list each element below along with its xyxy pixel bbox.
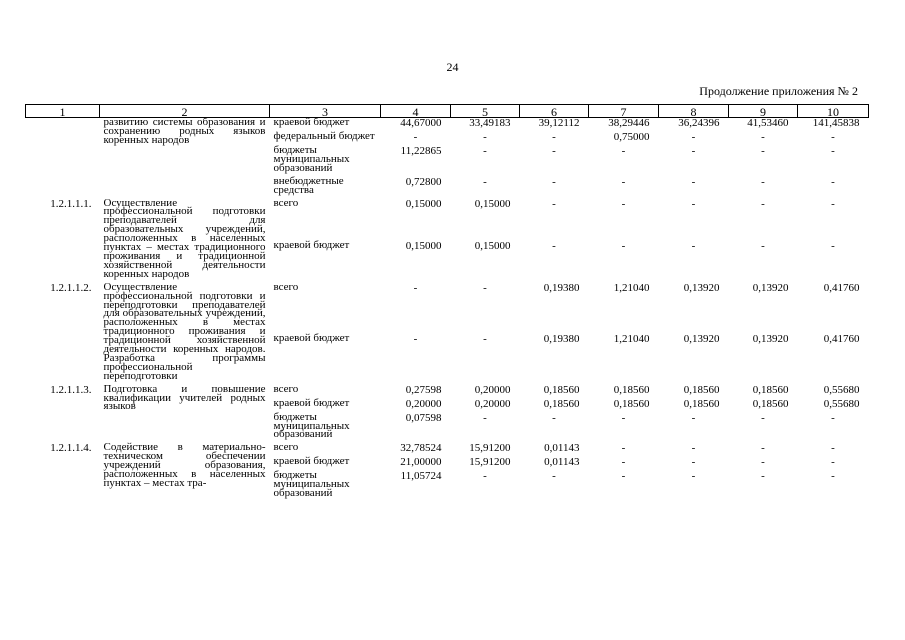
column-header: 9 xyxy=(729,105,798,118)
funding-source-label: краевой бюджет xyxy=(273,455,350,468)
value-cell: 0,72800 xyxy=(405,175,442,188)
value-cell: 0,18560 xyxy=(683,397,720,410)
funding-source xyxy=(270,381,381,395)
value-cell: 0,19380 xyxy=(543,281,580,294)
value-cell: - xyxy=(413,332,418,345)
funding-source-label: бюджеты муниципальных образований xyxy=(273,469,350,500)
value-cell: - xyxy=(621,411,626,424)
value-cell: 0,15000 xyxy=(474,197,511,210)
value-cell: 0,18560 xyxy=(752,383,789,396)
value-cell: 15,91200 xyxy=(469,456,511,469)
value-cell: - xyxy=(831,145,835,157)
value-cell: - xyxy=(621,470,626,483)
value-cell: - xyxy=(483,281,487,294)
item-description-cell xyxy=(100,279,270,381)
value-cell: - xyxy=(552,131,556,143)
value-cell: 0,18560 xyxy=(683,383,720,396)
column-header: 7 xyxy=(589,105,659,118)
value-cell: 0,18560 xyxy=(543,397,580,410)
value-cell: 0,41760 xyxy=(823,281,860,294)
value-cell: - xyxy=(552,175,556,188)
value-cell: 0,18560 xyxy=(613,383,650,396)
value-cell: 41,53460 xyxy=(747,117,789,129)
value-cell: 0,07598 xyxy=(405,411,442,424)
value-cell: 0,20000 xyxy=(474,397,511,410)
value-cell: - xyxy=(552,239,556,252)
column-header: 6 xyxy=(520,105,589,118)
value-cell: - xyxy=(621,456,626,469)
value-cell: 0,18560 xyxy=(752,397,789,410)
funding-source xyxy=(270,128,381,142)
item-description: Осуществление профессиональной подготовки преподавателей для образовательных учреждений, расположенных в населенных пунктах – местах традиционного проживания и традиционной хозяйственной деятельности коренных народов xyxy=(103,196,266,280)
column-header: 10 xyxy=(798,105,869,118)
value-cell: - xyxy=(413,281,418,294)
funding-source-label: краевой бюджет xyxy=(273,116,350,128)
item-description-cell xyxy=(100,439,270,498)
table-row xyxy=(26,439,869,453)
value-cell: - xyxy=(831,239,835,252)
value-cell: 0,20000 xyxy=(474,383,511,396)
value-cell: - xyxy=(831,411,835,424)
value-cell: 0,01143 xyxy=(544,442,580,455)
funding-source xyxy=(270,395,381,409)
value-cell: 0,55680 xyxy=(823,397,860,410)
column-header: 4 xyxy=(381,105,451,118)
value-cell: - xyxy=(483,145,487,157)
table-row xyxy=(26,118,869,129)
value-cell: - xyxy=(831,175,835,188)
funding-source-label: всего xyxy=(273,382,299,395)
funding-source-label: всего xyxy=(273,196,299,209)
funding-source-label: краевой бюджет xyxy=(273,331,350,344)
value-cell: - xyxy=(691,411,696,424)
column-header: 1 xyxy=(26,105,100,118)
value-cell: 15,91200 xyxy=(469,442,511,455)
funding-source-label: всего xyxy=(273,441,299,454)
funding-source xyxy=(270,173,381,195)
value-cell: - xyxy=(761,239,765,252)
value-cell: - xyxy=(552,145,556,157)
table-row xyxy=(26,381,869,395)
value-cell: - xyxy=(761,175,765,188)
item-code xyxy=(26,118,100,195)
value-cell: - xyxy=(761,456,765,469)
funding-source-label: бюджеты муниципальных образований xyxy=(273,410,350,441)
funding-source xyxy=(270,279,381,330)
funding-source-label: краевой бюджет xyxy=(273,238,350,251)
value-cell: - xyxy=(621,175,626,188)
value-cell: - xyxy=(831,470,835,483)
item-description-cell xyxy=(100,118,270,195)
funding-source xyxy=(270,453,381,467)
value-cell: - xyxy=(831,131,835,143)
value-cell: - xyxy=(483,131,487,143)
value-cell: 39,12112 xyxy=(538,117,580,129)
page-number: 24 xyxy=(446,60,459,74)
column-header: 8 xyxy=(659,105,729,118)
value-cell: - xyxy=(831,197,835,210)
value-cell: - xyxy=(483,332,487,345)
value-cell: - xyxy=(621,442,626,455)
value-cell: - xyxy=(761,131,765,143)
value-cell: - xyxy=(691,175,696,188)
funding-source xyxy=(270,439,381,453)
value-cell: - xyxy=(691,470,696,483)
value-cell: - xyxy=(761,145,765,157)
item-description-cell xyxy=(100,381,270,440)
value-cell: 0,41760 xyxy=(823,332,860,345)
value-cell: - xyxy=(831,442,835,455)
value-cell: - xyxy=(483,411,487,424)
value-cell: - xyxy=(691,239,696,252)
value-cell: - xyxy=(552,411,556,424)
funding-source xyxy=(270,142,381,173)
value-cell: - xyxy=(483,470,487,483)
item-code: 1.2.1.1.3. xyxy=(50,383,92,396)
value-cell: 0,19380 xyxy=(543,332,580,345)
item-description: Подготовка и повышение квалификации учителей родных языков xyxy=(103,382,266,413)
value-cell: 0,20000 xyxy=(405,397,442,410)
item-description: развитию системы образования и сохранению родных языков коренных народов xyxy=(103,116,266,146)
funding-source xyxy=(270,330,381,381)
value-cell: 0,15000 xyxy=(405,239,442,252)
value-cell: - xyxy=(691,131,696,143)
column-header: 2 xyxy=(100,105,270,118)
funding-source-label: всего xyxy=(273,280,299,293)
item-description-cell xyxy=(100,195,270,279)
column-header: 5 xyxy=(451,105,520,118)
funding-source-label: краевой бюджет xyxy=(273,396,350,409)
value-cell: 44,67000 xyxy=(400,117,442,129)
value-cell: 0,13920 xyxy=(752,332,789,345)
table-row xyxy=(26,279,869,330)
value-cell: - xyxy=(761,442,765,455)
value-cell: 0,13920 xyxy=(683,332,720,345)
value-cell: 1,21040 xyxy=(613,281,650,294)
item-description: Содействие в материально-техническом обеспечении учреждений образования, расположенных в населенных пунктах – местах тра- xyxy=(103,441,266,489)
value-cell: 0,18560 xyxy=(543,383,580,396)
item-code: 1.2.1.1.4. xyxy=(50,442,92,455)
funding-source xyxy=(270,237,381,279)
value-cell: - xyxy=(761,197,765,210)
appendix-continuation-label: Продолжение приложения № 2 xyxy=(699,84,858,98)
value-cell: 1,21040 xyxy=(613,332,650,345)
value-cell: 38,29446 xyxy=(608,117,650,129)
value-cell: - xyxy=(691,197,696,210)
value-cell: - xyxy=(691,145,696,157)
value-cell: 0,13920 xyxy=(752,281,789,294)
funding-source xyxy=(270,467,381,498)
item-code: 1.2.1.1.2. xyxy=(50,281,92,294)
funding-source-label: федеральный бюджет xyxy=(273,130,375,142)
value-cell: - xyxy=(552,470,556,483)
value-cell: - xyxy=(621,239,626,252)
value-cell: - xyxy=(483,175,487,188)
value-cell: 0,15000 xyxy=(405,197,442,210)
value-cell: - xyxy=(552,197,556,210)
value-cell: 141,45838 xyxy=(812,117,860,129)
budget-table xyxy=(25,104,869,498)
item-code: 1.2.1.1.1. xyxy=(50,197,92,210)
value-cell: 11,22865 xyxy=(400,145,442,157)
value-cell: 0,13920 xyxy=(683,281,720,294)
value-cell: 0,55680 xyxy=(823,383,860,396)
value-cell: 0,15000 xyxy=(474,239,511,252)
funding-source-label: внебюджетные средства xyxy=(273,174,344,196)
table-row xyxy=(26,195,869,237)
column-header: 3 xyxy=(270,105,381,118)
value-cell: 11,05724 xyxy=(400,470,442,483)
funding-source xyxy=(270,195,381,237)
value-cell: - xyxy=(691,442,696,455)
value-cell: - xyxy=(691,456,696,469)
item-description: Осуществление профессиональной подготовки и переподготовки преподавателей для образовательных учреждений, расположенных в местах традиционного проживания и традиционной хозяйственной деятельности коренных народов. Разработка программы профессиональной переподготовки xyxy=(103,280,266,382)
value-cell: 32,78524 xyxy=(400,442,442,455)
value-cell: - xyxy=(761,470,765,483)
value-cell: - xyxy=(413,131,418,143)
value-cell: - xyxy=(831,456,835,469)
value-cell: 36,24396 xyxy=(678,117,720,129)
value-cell: 0,01143 xyxy=(544,456,580,469)
value-cell: 0,27598 xyxy=(405,383,442,396)
value-cell: 33,49183 xyxy=(469,117,511,129)
value-cell: 0,75000 xyxy=(613,131,650,143)
funding-source-label: бюджеты муниципальных образований xyxy=(273,144,350,174)
value-cell: - xyxy=(621,197,626,210)
value-cell: - xyxy=(621,145,626,157)
funding-source xyxy=(270,118,381,129)
value-cell: 0,18560 xyxy=(613,397,650,410)
value-cell: 21,00000 xyxy=(400,456,442,469)
value-cell: - xyxy=(761,411,765,424)
funding-source xyxy=(270,409,381,440)
